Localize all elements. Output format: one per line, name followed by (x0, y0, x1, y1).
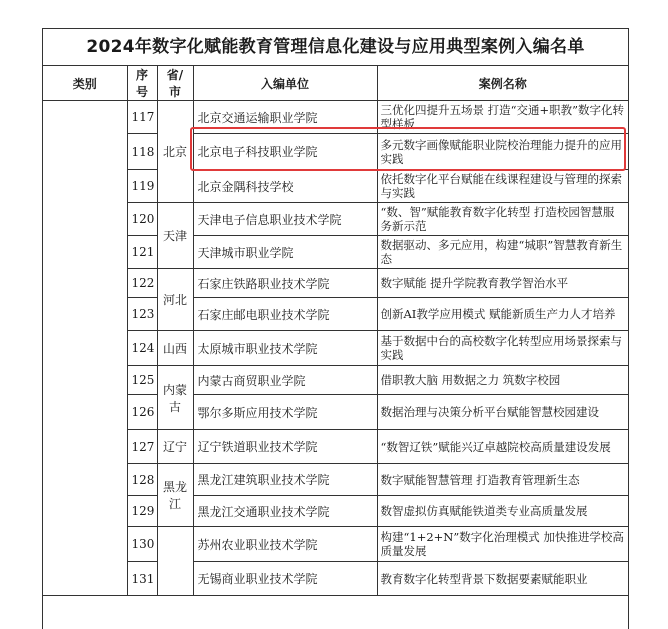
row-number: 124 (127, 331, 157, 366)
table-row (43, 331, 628, 366)
table-row (43, 366, 628, 395)
row-number: 117 (127, 101, 157, 134)
case-cell: 数字赋能 提升学院教育教学智治水平 (377, 269, 628, 298)
table-row (43, 430, 628, 464)
category-cell (43, 101, 127, 596)
document-sheet (42, 28, 629, 629)
case-cell: 基于数据中台的高校数字化转型应用场景探索与实践 (377, 331, 628, 366)
province-cell: 内蒙古 (157, 366, 193, 430)
province-cell: 辽宁 (157, 430, 193, 464)
row-number: 126 (127, 395, 157, 430)
province-cell: 北京 (157, 101, 193, 203)
unit-cell: 黑龙江交通职业技术学院 (193, 496, 377, 527)
unit-cell: 苏州农业职业技术学院 (193, 527, 377, 562)
header-province: 省/市 (157, 66, 193, 101)
row-number: 120 (127, 203, 157, 236)
case-cell: “数、智”赋能教育数字化转型 打造校园智慧服务新示范 (377, 203, 628, 236)
row-number: 127 (127, 430, 157, 464)
row-number: 129 (127, 496, 157, 527)
header-unit: 入编单位 (193, 66, 377, 101)
header-row (43, 66, 628, 101)
unit-cell: 北京电子科技职业学院 (193, 134, 377, 170)
header-category: 类别 (43, 66, 127, 101)
case-cell: 教育数字化转型背景下数据要素赋能职业 (377, 562, 628, 596)
unit-cell: 石家庄邮电职业技术学院 (193, 298, 377, 331)
province-cell: 河北 (157, 269, 193, 331)
table-row (43, 527, 628, 562)
case-table (43, 65, 628, 596)
table-row (43, 134, 628, 170)
table-row (43, 203, 628, 236)
table-row (43, 236, 628, 269)
unit-cell: 辽宁铁道职业技术学院 (193, 430, 377, 464)
case-cell: 数字赋能智慧管理 打造教育管理新生态 (377, 464, 628, 496)
case-cell: 数据治理与决策分析平台赋能智慧校园建设 (377, 395, 628, 430)
row-number: 130 (127, 527, 157, 562)
unit-cell: 鄂尔多斯应用技术学院 (193, 395, 377, 430)
case-cell: 数智虚拟仿真赋能铁道类专业高质量发展 (377, 496, 628, 527)
row-number: 128 (127, 464, 157, 496)
document-title: 2024年数字化赋能教育管理信息化建设与应用典型案例入编名单 (43, 29, 628, 66)
case-cell: 借职教大脑 用数据之力 筑数字校园 (377, 366, 628, 395)
case-cell: 构建“1+2+N”数字化治理模式 加快推进学校高质量发展 (377, 527, 628, 562)
unit-cell: 天津城市职业学院 (193, 236, 377, 269)
province-cell: 天津 (157, 203, 193, 269)
row-number: 122 (127, 269, 157, 298)
table-row (43, 395, 628, 430)
table-row (43, 269, 628, 298)
table-row (43, 101, 628, 134)
table-row (43, 562, 628, 596)
row-number: 121 (127, 236, 157, 269)
header-case: 案例名称 (377, 66, 628, 101)
unit-cell: 天津电子信息职业技术学院 (193, 203, 377, 236)
unit-cell: 黑龙江建筑职业技术学院 (193, 464, 377, 496)
case-cell: 依托数字化平台赋能在线课程建设与管理的探索与实践 (377, 170, 628, 203)
province-cell: 山西 (157, 331, 193, 366)
unit-cell: 内蒙古商贸职业学院 (193, 366, 377, 395)
case-cell: “数智辽铁”赋能兴辽卓越院校高质量建设发展 (377, 430, 628, 464)
unit-cell: 北京金隅科技学校 (193, 170, 377, 203)
table-row (43, 170, 628, 203)
row-number: 131 (127, 562, 157, 596)
case-cell: 数据驱动、多元应用，构建“城职”智慧教育新生态 (377, 236, 628, 269)
row-number: 119 (127, 170, 157, 203)
case-cell: 多元数字画像赋能职业院校治理能力提升的应用实践 (377, 134, 628, 170)
table-row (43, 496, 628, 527)
case-cell: 创新AI教学应用模式 赋能新质生产力人才培养 (377, 298, 628, 331)
province-cell: 黑龙江 (157, 464, 193, 527)
unit-cell: 无锡商业职业技术学院 (193, 562, 377, 596)
header-number: 序号 (127, 66, 157, 101)
province-cell (157, 527, 193, 596)
row-number: 123 (127, 298, 157, 331)
row-number: 125 (127, 366, 157, 395)
unit-cell: 北京交通运输职业学院 (193, 101, 377, 134)
unit-cell: 太原城市职业技术学院 (193, 331, 377, 366)
unit-cell: 石家庄铁路职业技术学院 (193, 269, 377, 298)
table-row (43, 464, 628, 496)
row-number: 118 (127, 134, 157, 170)
case-cell: 三优化四提升五场景 打造“交通+职教”数字化转型样板 (377, 101, 628, 134)
table-row (43, 298, 628, 331)
